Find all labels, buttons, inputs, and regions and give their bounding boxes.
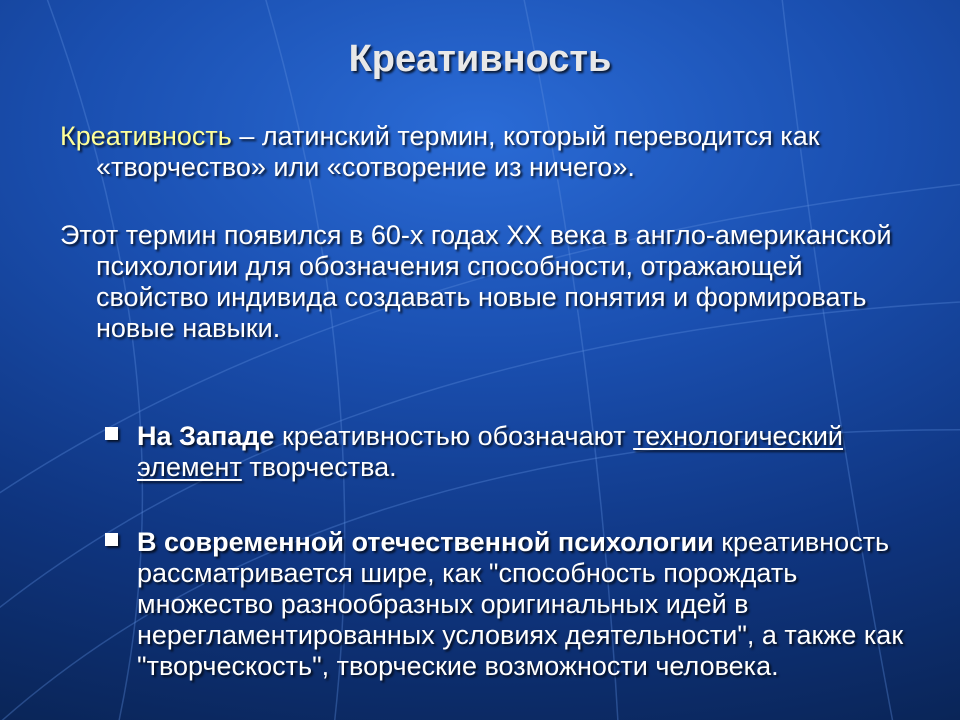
bullet-west: [105, 421, 925, 483]
history-text: Этот термин появился в 60-х годах XX века в англо-американской психологии для обозначения способности, отражающей свойство индивида создавать новые понятия и формировать новые навыки.: [60, 220, 892, 343]
bullet-domestic-rest: креативность рассматривается шире, как "способность порождать множество разнообразных оригинальных идей в нерегламентированных условиях деятельности", а также как "творческость", творческие возможности человека.: [137, 527, 904, 681]
definition-paragraph: [60, 121, 920, 183]
bullet-west-end: творчества.: [241, 452, 397, 482]
bullet-west-underlined: технологический элемент: [137, 421, 844, 482]
bullet-west-mid: креативностью обозначают: [274, 421, 634, 451]
square-bullet-icon: [105, 533, 118, 546]
square-bullet-icon: [105, 427, 118, 440]
history-paragraph: [60, 220, 920, 344]
bullet-west-text: [137, 421, 925, 483]
bullet-domestic-text: [137, 527, 925, 682]
bullet-domestic: [105, 527, 925, 682]
definition-text: [60, 121, 920, 183]
highlighted-term: Креативность: [60, 121, 232, 151]
definition-rest: – латинский термин, который переводится как «творчество» или «сотворение из ничего».: [96, 121, 820, 182]
bullet-west-bold: На Западе: [137, 421, 275, 451]
slide-title: Креативность: [348, 38, 612, 80]
bullet-domestic-bold: В современной отечественной психологии: [137, 527, 714, 557]
